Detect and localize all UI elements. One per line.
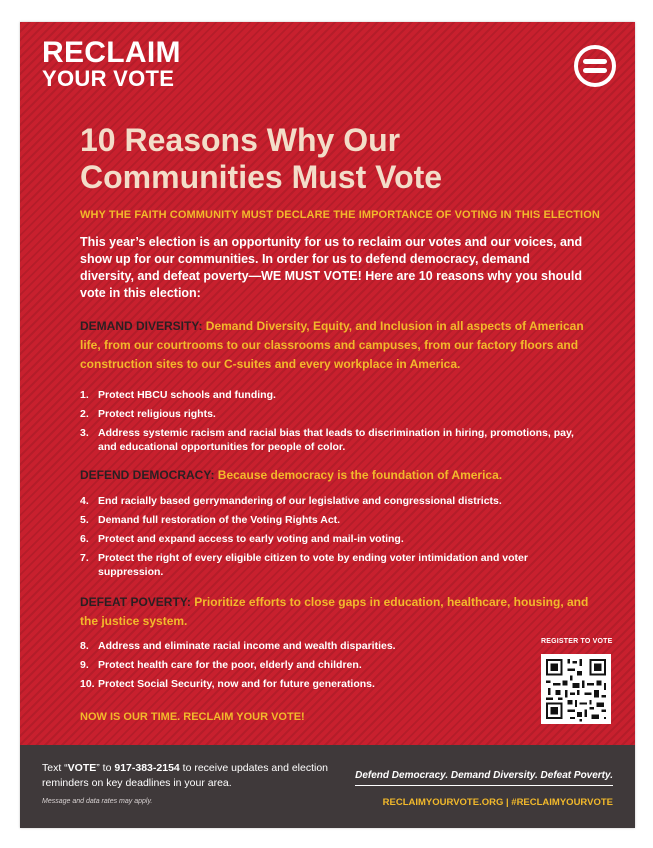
item-text: Protect the right of every eligible citizen to vote by ending voter intimidation and voter suppression. bbox=[98, 552, 528, 578]
footer-text-suffix: to receive updates and election reminders on key deadlines in your area. bbox=[42, 762, 329, 789]
footer-phone: 917-383-2154 bbox=[114, 762, 180, 774]
list-item bbox=[80, 388, 580, 402]
item-text: Demand full restoration of the Voting Rights Act. bbox=[98, 514, 341, 526]
item-number: 2. bbox=[80, 408, 89, 420]
section-text: Prioritize efforts to close gaps in education, healthcare, housing, and the justice system. bbox=[80, 595, 589, 628]
footer-text-mid: ” to bbox=[96, 762, 115, 774]
section-defeat-poverty bbox=[80, 593, 590, 631]
section-heading: DEFEND DEMOCRACY: bbox=[80, 468, 215, 482]
item-number: 8. bbox=[80, 640, 89, 652]
list-item bbox=[80, 658, 510, 672]
register-label: REGISTER TO VOTE bbox=[541, 638, 613, 645]
item-text: Address and eliminate racial income and wealth disparities. bbox=[98, 640, 396, 652]
footer-links[interactable]: RECLAIMYOURVOTE.ORG | #RECLAIMYOURVOTE bbox=[382, 797, 613, 808]
text-signup-info bbox=[42, 761, 342, 791]
list-item bbox=[80, 677, 510, 691]
item-number: 5. bbox=[80, 514, 89, 526]
reasons-list-3 bbox=[80, 639, 510, 696]
item-text: Protect HBCU schools and funding. bbox=[98, 389, 276, 401]
list-item bbox=[80, 639, 510, 653]
list-item bbox=[80, 532, 580, 546]
page-title: 10 Reasons Why Our Communities Must Vote bbox=[80, 122, 443, 195]
section-demand-diversity bbox=[80, 317, 590, 374]
logo-line-1: RECLAIM bbox=[42, 36, 181, 69]
footer-keyword: VOTE bbox=[67, 762, 97, 774]
footer-text-prefix: Text “ bbox=[42, 762, 68, 774]
reasons-list-2 bbox=[80, 494, 580, 584]
footer-bar bbox=[20, 745, 635, 828]
item-number: 1. bbox=[80, 389, 89, 401]
item-number: 6. bbox=[80, 533, 89, 545]
item-text: Protect health care for the poor, elderly and children. bbox=[98, 659, 362, 671]
list-item bbox=[80, 407, 580, 421]
item-number: 4. bbox=[80, 495, 89, 507]
logo-line-2: YOUR VOTE bbox=[42, 66, 175, 91]
footer-slogan: Defend Democracy. Demand Diversity. Defeat Poverty. bbox=[355, 770, 613, 786]
reclaim-your-vote-logo bbox=[42, 36, 181, 92]
section-heading: DEFEAT POVERTY: bbox=[80, 595, 191, 609]
item-number: 10. bbox=[80, 678, 95, 690]
section-text: Because democracy is the foundation of America. bbox=[217, 468, 503, 482]
list-item bbox=[80, 426, 580, 454]
union-logo-icon bbox=[573, 44, 617, 88]
qr-code-icon[interactable] bbox=[541, 654, 611, 724]
section-defend-democracy bbox=[80, 466, 590, 485]
flyer-page bbox=[20, 22, 635, 828]
item-text: Protect and expand access to early voting and mail-in voting. bbox=[98, 533, 404, 545]
call-to-action: NOW IS OUR TIME. RECLAIM YOUR VOTE! bbox=[80, 711, 305, 723]
item-text: Protect religious rights. bbox=[98, 408, 216, 420]
page-subtitle: WHY THE FAITH COMMUNITY MUST DECLARE THE IMPORTANCE OF VOTING IN THIS ELECTION bbox=[80, 209, 600, 221]
reasons-list-1 bbox=[80, 388, 580, 459]
intro-paragraph: This year’s election is an opportunity for us to reclaim our votes and our voices, and show up for our communities. In order for us to defend democracy, demand diversity, and defeat poverty—WE MUST VOTE! Here are 10 reasons why you should vote in this election: bbox=[80, 235, 583, 300]
section-heading: DEMAND DIVERSITY: bbox=[80, 319, 203, 333]
item-text: Address systemic racism and racial bias that leads to discrimination in hiring, promotions, pay, and educational opportunities for people of color. bbox=[98, 427, 574, 453]
item-number: 3. bbox=[80, 427, 89, 439]
list-item bbox=[80, 551, 580, 579]
item-number: 9. bbox=[80, 659, 89, 671]
list-item bbox=[80, 513, 580, 527]
list-item bbox=[80, 494, 580, 508]
section-text: Demand Diversity, Equity, and Inclusion in all aspects of American life, from our courtrooms to our classrooms and campuses, from our factory floors and construction sites to our C-suites and every workplace in America. bbox=[80, 319, 584, 371]
item-number: 7. bbox=[80, 552, 89, 564]
item-text: Protect Social Security, now and for future generations. bbox=[98, 678, 375, 690]
footer-disclaimer: Message and data rates may apply. bbox=[42, 798, 153, 805]
item-text: End racially based gerrymandering of our legislative and congressional districts. bbox=[98, 495, 502, 507]
